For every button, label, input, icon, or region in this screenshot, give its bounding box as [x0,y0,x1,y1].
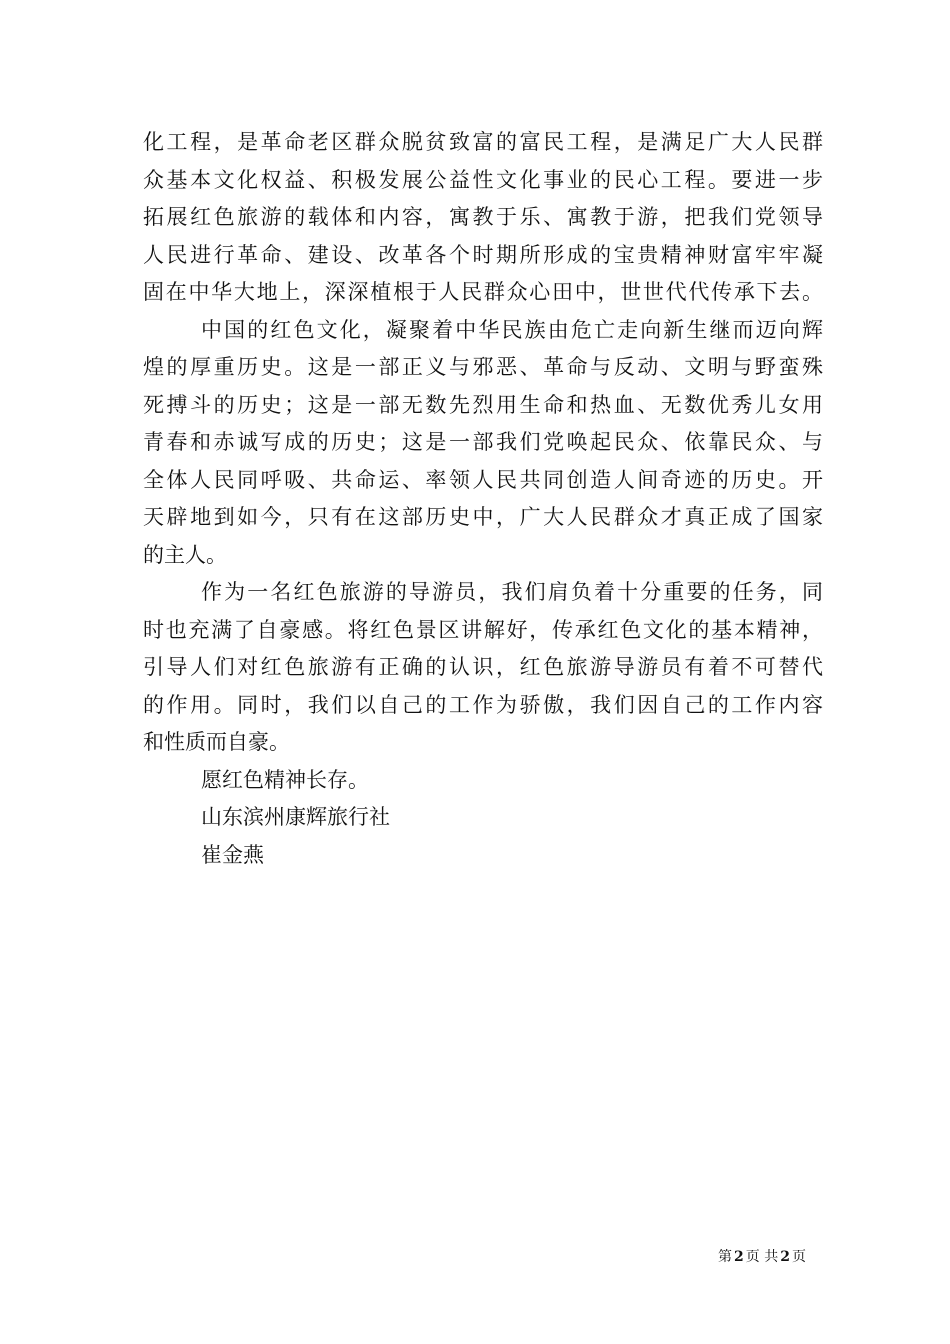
text-line: 死搏斗的历史；这是一部无数先烈用生命和热血、无数优秀儿女用 [143,392,823,417]
footer-total-pages: 2 [780,1249,790,1265]
text-line: 拓展红色旅游的载体和内容，寓教于乐、寓教于游，把我们党领导 [143,205,823,229]
footer-page-number: 2 [734,1249,744,1265]
text-line: 的作用。同时，我们以自己的工作为骄傲，我们因自己的工作内容 [143,692,823,717]
paragraph [143,837,823,875]
text-line: 时也充满了自豪感。将红色景区讲解好，传承红色文化的基本精神， [143,617,823,642]
text-line: 众基本文化权益、积极发展公益性文化事业的民心工程。要进一步 [143,167,823,192]
text-line: 煌的厚重历史。这是一部正义与邪恶、革命与反动、文明与野蛮殊 [143,355,823,379]
text-line: 山东滨州康辉旅行社 [201,805,390,829]
paragraph [143,574,823,762]
paragraph [143,312,823,575]
page-footer [718,1247,806,1267]
footer-prefix: 第 [718,1249,733,1265]
paragraph [143,762,823,800]
text-line: 天辟地到如今，只有在这部历史中，广大人民群众才真正成了国家 [143,505,823,529]
text-line: 青春和赤诚写成的历史；这是一部我们党唤起民众、依靠民众、与 [143,430,823,454]
text-line: 的主人。 [143,542,227,567]
text-line: 和性质而自豪。 [143,730,290,754]
text-line: 中国的红色文化，凝聚着中华民族由危亡走向新生继而迈向辉 [201,317,823,342]
text-line: 崔金燕 [201,842,264,867]
footer-suffix: 页 [792,1249,806,1265]
text-line: 化工程，是革命老区群众脱贫致富的富民工程，是满足广大人民群 [143,130,823,154]
text-line: 全体人民同呼吸、共命运、率领人民共同创造人间奇迹的历史。开 [143,467,823,492]
text-line: 愿红色精神长存。 [201,767,369,792]
paragraph [143,799,823,837]
document-body [143,124,823,874]
text-line: 作为一名红色旅游的导游员，我们肩负着十分重要的任务，同 [201,580,823,604]
text-line: 引导人们对红色旅游有正确的认识，红色旅游导游员有着不可替代 [143,655,823,679]
paragraph [143,124,823,312]
text-line: 人民进行革命、建设、改革各个时期所形成的宝贵精神财富牢牢凝 [143,242,823,267]
footer-middle: 页 共 [745,1249,779,1265]
text-line: 固在中华大地上，深深植根于人民群众心田中，世世代代传承下去。 [143,280,823,304]
